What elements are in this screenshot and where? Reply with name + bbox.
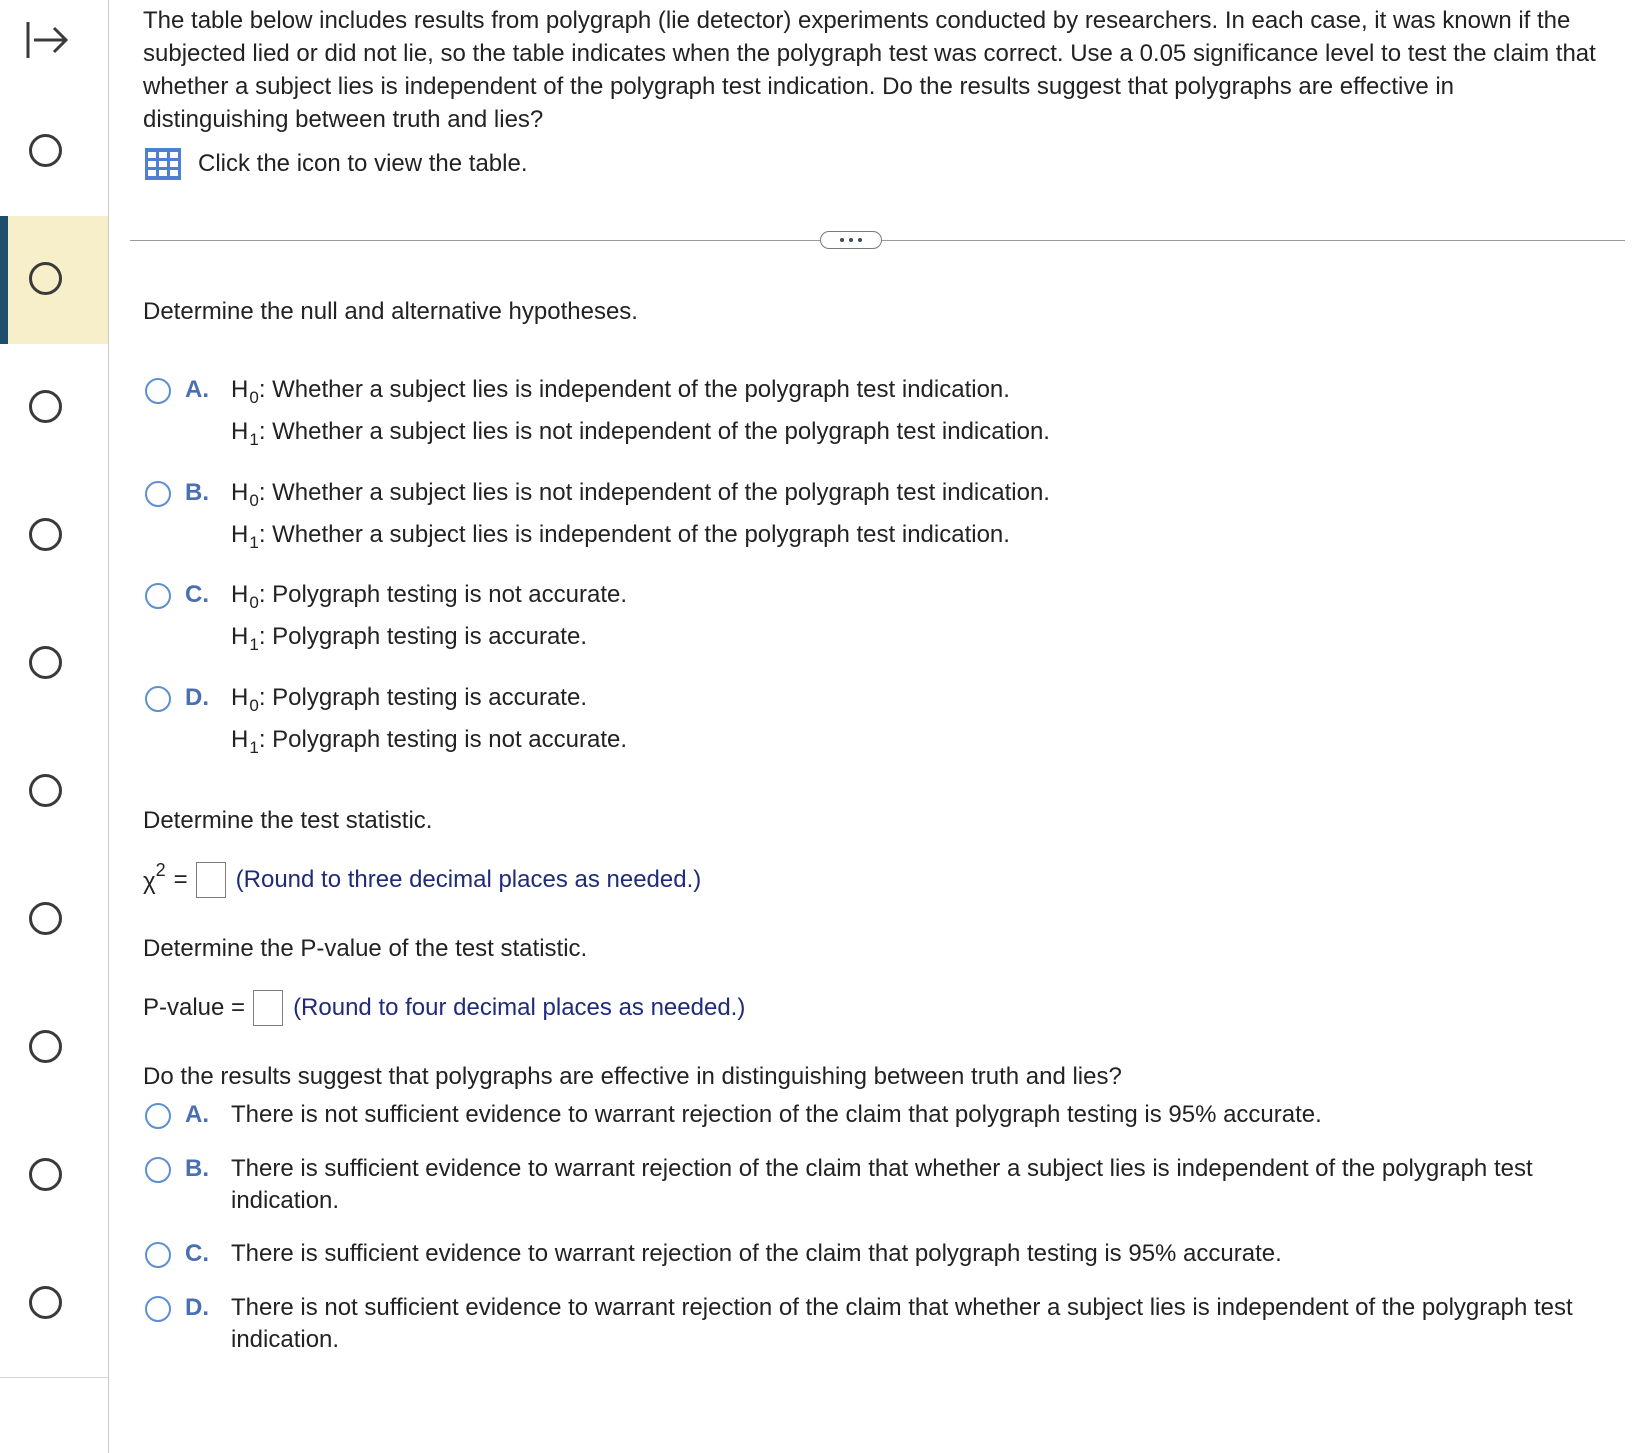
test-statistic-row: $\chi^2$ = (Round to three decimal places as needed.) <box>143 862 701 898</box>
sidebar-question-5[interactable] <box>0 600 108 728</box>
radio-button[interactable] <box>145 1103 171 1129</box>
question-status-circle-icon <box>29 646 62 679</box>
sidebar-question-4[interactable] <box>0 472 108 600</box>
alternative-hypothesis: $H_1$: Whether a subject lies is not independent of the polygraph test indication. <box>231 418 1050 449</box>
hypothesis-option-a[interactable] <box>145 376 1050 454</box>
conclusion-option-c[interactable] <box>145 1240 1282 1270</box>
option-letter: A. <box>185 376 209 403</box>
hypothesis-option-d[interactable] <box>145 684 627 762</box>
question-status-circle-icon <box>29 902 62 935</box>
chi-square-symbol: $\chi^2$ <box>143 860 166 895</box>
sidebar-question-10[interactable] <box>0 1240 108 1368</box>
sidebar-divider <box>0 1377 108 1378</box>
alternative-hypothesis: $H_1$: Polygraph testing is accurate. <box>231 623 587 654</box>
question-status-circle-icon <box>29 518 62 551</box>
test-statistic-question: Determine the test statistic. <box>143 807 433 834</box>
option-text: There is not sufficient evidence to warrant rejection of the claim that polygraph testing is 95% accurate. <box>231 1101 1322 1128</box>
test-statistic-input[interactable] <box>196 862 226 898</box>
radio-button[interactable] <box>145 378 171 404</box>
sidebar-question-2[interactable] <box>0 216 108 344</box>
radio-button[interactable] <box>145 481 171 507</box>
option-text: There is sufficient evidence to warrant rejection of the claim that whether a subject lies is independent of the polygraph test indication. <box>231 1155 1533 1214</box>
sidebar-question-1[interactable] <box>0 88 108 216</box>
hypothesis-option-c[interactable] <box>145 581 627 659</box>
rounding-hint: (Round to four decimal places as needed.) <box>293 994 746 1021</box>
sidebar-question-6[interactable] <box>0 728 108 856</box>
null-hypothesis: $H_0$: Whether a subject lies is independent of the polygraph test indication. <box>231 376 1010 407</box>
rounding-hint: (Round to three decimal places as needed.) <box>235 866 702 893</box>
option-letter: B. <box>185 1155 209 1182</box>
null-hypothesis: $H_0$: Polygraph testing is accurate. <box>231 684 587 715</box>
alternative-hypothesis: $H_1$: Whether a subject lies is independent of the polygraph test indication. <box>231 521 1010 552</box>
collapse-arrow-icon[interactable] <box>24 18 72 62</box>
option-letter: C. <box>185 581 209 608</box>
view-table-label[interactable]: Click the icon to view the table. <box>198 150 528 177</box>
radio-button[interactable] <box>145 1157 171 1183</box>
radio-button[interactable] <box>145 1242 171 1268</box>
hypotheses-question: Determine the null and alternative hypotheses. <box>143 298 638 325</box>
conclusion-option-b[interactable] <box>145 1155 1605 1217</box>
p-value-question: Determine the P-value of the test statistic. <box>143 935 588 962</box>
more-dots-icon <box>840 238 844 242</box>
radio-button[interactable] <box>145 1296 171 1322</box>
question-status-circle-icon <box>29 390 62 423</box>
alternative-hypothesis: $H_1$: Polygraph testing is not accurate. <box>231 726 628 757</box>
null-hypothesis: $H_0$: Polygraph testing is not accurate. <box>231 581 628 612</box>
option-letter: D. <box>185 684 209 711</box>
hypothesis-option-b[interactable] <box>145 479 1050 557</box>
option-text: There is not sufficient evidence to warrant rejection of the claim that whether a subject lies is independent of the polygraph test indication. <box>231 1294 1573 1353</box>
question-status-circle-icon <box>29 774 62 807</box>
null-hypothesis: $H_0$: Whether a subject lies is not independent of the polygraph test indication. <box>231 479 1050 510</box>
p-value-row <box>143 990 745 1026</box>
question-status-circle-icon <box>29 262 62 295</box>
sidebar-question-9[interactable] <box>0 1112 108 1240</box>
radio-button[interactable] <box>145 583 171 609</box>
sidebar-question-7[interactable] <box>0 856 108 984</box>
question-status-circle-icon <box>29 134 62 167</box>
conclusion-question: Do the results suggest that polygraphs are effective in distinguishing between truth and lies? <box>143 1063 1122 1090</box>
p-value-input[interactable] <box>253 990 283 1026</box>
conclusion-option-a[interactable] <box>145 1101 1322 1131</box>
p-value-label: P-value = <box>143 994 246 1021</box>
question-status-circle-icon <box>29 1286 62 1319</box>
expand-more-button[interactable] <box>820 231 882 249</box>
radio-button[interactable] <box>145 686 171 712</box>
option-letter: D. <box>185 1294 209 1321</box>
sidebar-question-3[interactable] <box>0 344 108 472</box>
option-letter: C. <box>185 1240 209 1267</box>
question-status-circle-icon <box>29 1158 62 1191</box>
conclusion-option-d[interactable] <box>145 1294 1605 1356</box>
table-grid-icon[interactable] <box>145 148 181 180</box>
option-letter: A. <box>185 1101 209 1128</box>
question-status-circle-icon <box>29 1030 62 1063</box>
option-letter: B. <box>185 479 209 506</box>
view-table-link[interactable] <box>145 146 528 182</box>
question-sidebar <box>0 0 109 1453</box>
option-text: There is sufficient evidence to warrant rejection of the claim that polygraph testing is 95% accurate. <box>231 1240 1282 1267</box>
sidebar-question-8[interactable] <box>0 984 108 1112</box>
problem-statement: The table below includes results from polygraph (lie detector) experiments conducted by researchers. In each case, it was known if the subjected lied or did not lie, so the table indicates when the polygraph test was correct. Use a 0.05 significance level to test the claim that whether a subject lies is independent of the polygraph test indication. Do the results suggest that polygraphs are effective in distinguishing between truth and lies? <box>143 7 1596 133</box>
